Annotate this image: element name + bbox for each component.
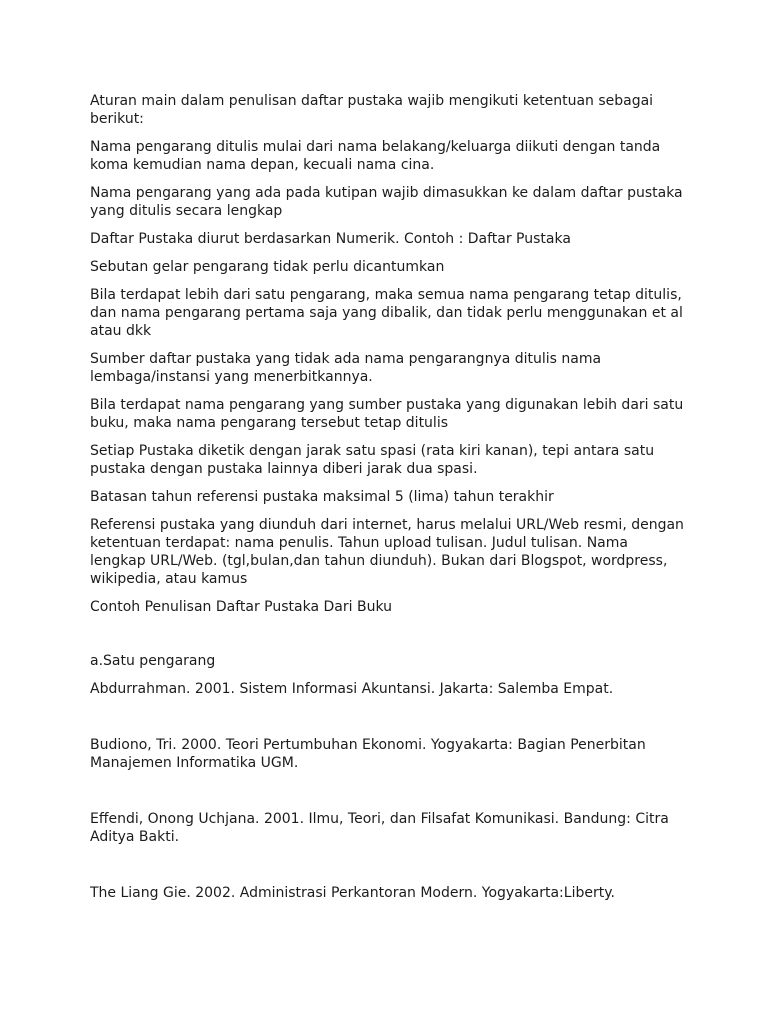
rule-item: Batasan tahun referensi pustaka maksimal 5 (lima) tahun terakhir: [90, 489, 554, 505]
rule-item: Bila terdapat lebih dari satu pengarang, maka semua nama pengarang tetap ditulis, dan nama pengarang pertama saja yang dibalik, dan tidak perlu menggunakan et al atau dkk: [90, 287, 683, 339]
reference-item: The Liang Gie. 2002. Administrasi Perkantoran Modern. Yogyakarta:Liberty.: [90, 885, 615, 901]
rule-item: Daftar Pustaka diurut berdasarkan Numerik. Contoh : Daftar Pustaka: [90, 231, 571, 247]
rule-item: Nama pengarang ditulis mulai dari nama belakang/keluarga diikuti dengan tanda koma kemudian nama depan, kecuali nama cina.: [90, 139, 661, 173]
rule-item: Nama pengarang yang ada pada kutipan wajib dimasukkan ke dalam daftar pustaka yang ditulis secara lengkap: [90, 185, 683, 219]
subheading: a.Satu pengarang: [90, 653, 216, 669]
rule-item: Referensi pustaka yang diunduh dari internet, harus melalui URL/Web resmi, dengan ketentuan terdapat: nama penulis. Tahun upload tulisan. Judul tulisan. Nama lengkap URL/Web. (tgl,bulan,dan tahun diunduh). Bukan dari Blogspot, wordpress, wikipedia, atau kamus: [90, 517, 684, 587]
rule-item: Sumber daftar pustaka yang tidak ada nama pengarangnya ditulis nama lembaga/instansi yang menerbitkannya.: [90, 351, 602, 385]
example-heading: Contoh Penulisan Daftar Pustaka Dari Buku: [90, 599, 392, 615]
rules-intro: Aturan main dalam penulisan daftar pustaka wajib mengikuti ketentuan sebagai berikut:: [90, 93, 654, 127]
rule-item: Setiap Pustaka diketik dengan jarak satu spasi (rata kiri kanan), tepi antara satu pustaka dengan pustaka lainnya diberi jarak dua spasi.: [90, 443, 655, 477]
rule-item: Sebutan gelar pengarang tidak perlu dicantumkan: [90, 259, 445, 275]
rule-item: Bila terdapat nama pengarang yang sumber pustaka yang digunakan lebih dari satu buku, maka nama pengarang tersebut tetap ditulis: [90, 397, 684, 431]
reference-item: Abdurrahman. 2001. Sistem Informasi Akuntansi. Jakarta: Salemba Empat.: [90, 681, 614, 697]
reference-item: Budiono, Tri. 2000. Teori Pertumbuhan Ekonomi. Yogyakarta: Bagian Penerbitan Manajemen Informatika UGM.: [90, 737, 646, 771]
reference-item: Effendi, Onong Uchjana. 2001. Ilmu, Teori, dan Filsafat Komunikasi. Bandung: Citra Aditya Bakti.: [90, 811, 669, 845]
